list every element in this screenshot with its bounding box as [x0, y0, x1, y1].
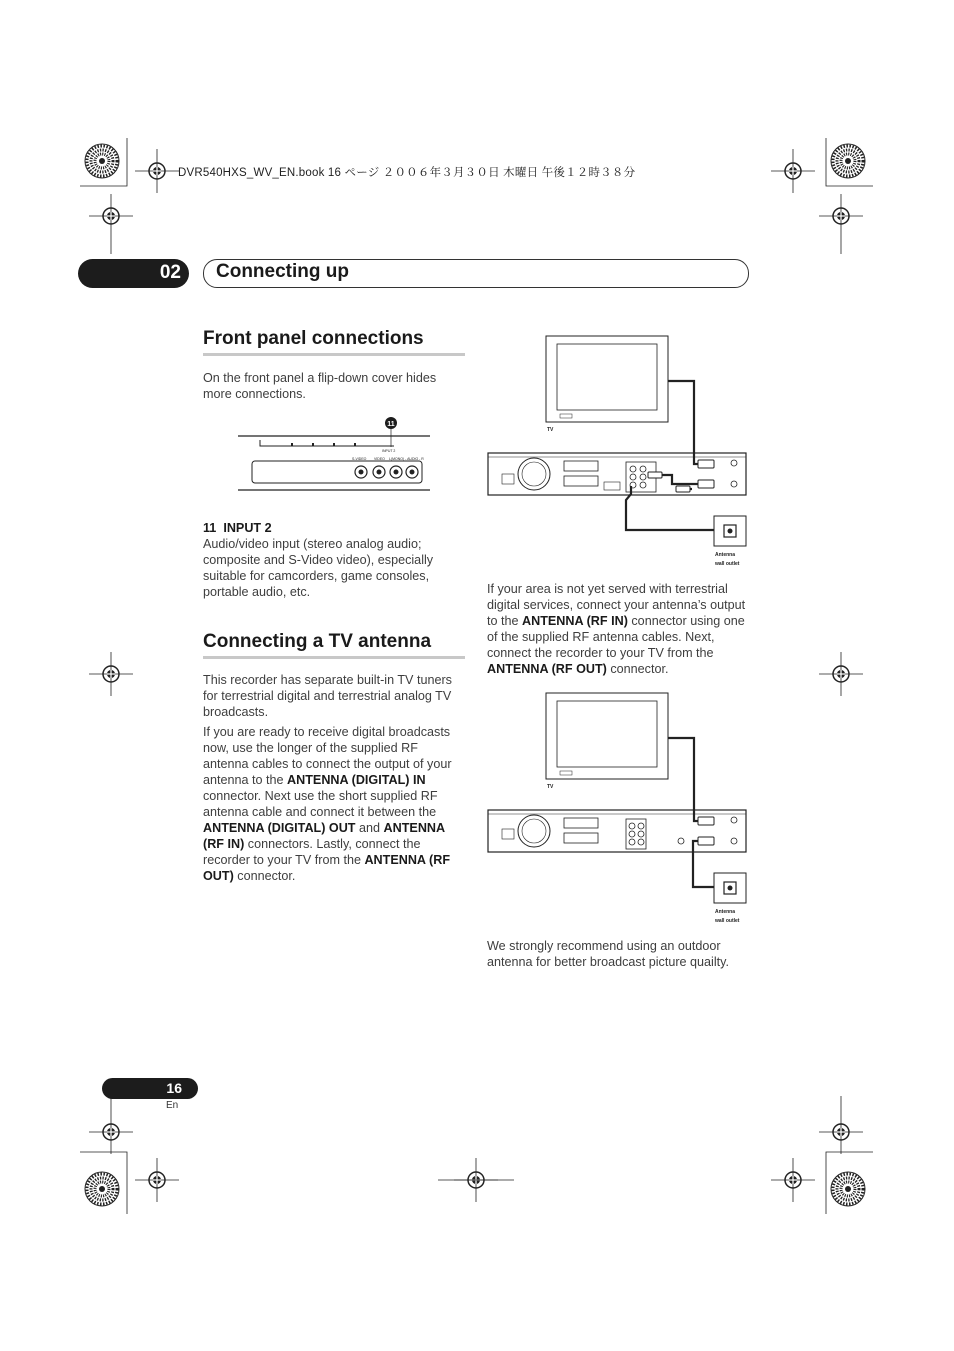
chapter-number: 02	[159, 262, 181, 283]
page-number: 16	[166, 1080, 182, 1096]
crosshair-mark-icon	[819, 1110, 863, 1154]
recommendation-body	[487, 938, 751, 974]
section-title-front-panel: Front panel connections	[203, 328, 424, 349]
section-rule	[203, 656, 465, 659]
front-panel-intro	[203, 370, 465, 406]
starburst-mark-icon	[85, 1172, 119, 1206]
starburst-mark-icon	[831, 144, 865, 178]
outlet-label: Antenna	[715, 909, 735, 915]
crosshair-mark-icon	[135, 149, 179, 193]
item-title: INPUT 2	[223, 521, 272, 535]
front-panel-intro-text: On the front panel a flip-down cover hides more connections.	[203, 371, 437, 401]
chapter-title-bar	[203, 259, 749, 288]
outlet-label: wall outlet	[715, 918, 740, 924]
outlet-label: wall outlet	[715, 561, 740, 567]
starburst-mark-icon	[831, 1172, 865, 1206]
page-number-badge	[102, 1078, 198, 1099]
front-panel-item	[203, 520, 465, 604]
section-rule	[203, 353, 465, 356]
antenna-body	[203, 672, 465, 888]
callout-number: 11	[387, 421, 395, 428]
antenna-diagram-analog	[486, 691, 750, 927]
crosshair-mark-icon	[819, 652, 863, 696]
input-label: INPUT 2	[382, 449, 396, 453]
recommendation-paragraph: We strongly recommend using an outdoor antenna for better broadcast picture quailty.	[487, 939, 729, 969]
crosshair-mark-icon	[771, 149, 815, 193]
item-number: 11	[203, 521, 217, 535]
chapter-number-badge	[78, 259, 189, 288]
audio-label: L(MONO) - AUDIO - R	[389, 457, 424, 461]
antenna-paragraph-2: If you are ready to receive digital broadcasts now, use the longer of the supplied RF antenna cables to connect the output of your antenna to the ANTENNA (DIGITAL) IN connector. Next use the short supplied RF antenna cable and connect it between the ANTENNA (DIGITAL) OUT and ANTENNA (RF IN) connectors. Lastly, connect the recorder to your TV from the ANTENNA (RF OUT) connector.	[203, 725, 452, 883]
page-language: En	[166, 1100, 179, 1111]
right-column-body	[487, 581, 749, 681]
crosshair-mark-icon	[89, 652, 133, 696]
tv-label: TV	[547, 784, 554, 790]
svideo-label: S-VIDEO	[352, 457, 367, 461]
crosshair-mark-icon	[135, 1158, 179, 1202]
item-description: Audio/video input (stereo analog audio; composite and S-Video video), especially suitable for camcorders, game consoles, portable audio, etc.	[203, 537, 434, 599]
outlet-label: Antenna	[715, 552, 735, 558]
chapter-title: Connecting up	[216, 261, 349, 282]
rf-paragraph: If your area is not yet served with terrestrial digital services, connect your antenna’s output to the ANTENNA (RF IN) connector using one of the supplied RF antenna cables. Next, connect the recorder to your TV from the ANTENNA (RF OUT) connector.	[487, 582, 746, 676]
tv-label: TV	[547, 427, 554, 433]
print-header: DVR540HXS_WV_EN.book 16 ページ ２００６年３月３０日 木曜日 午後１２時３８分	[178, 167, 636, 179]
crosshair-mark-icon	[89, 1110, 133, 1154]
crosshair-mark-icon	[819, 194, 863, 238]
front-panel-diagram	[236, 414, 432, 500]
antenna-diagram-digital	[486, 334, 750, 570]
item-heading	[203, 520, 465, 536]
section-title-antenna: Connecting a TV antenna	[203, 631, 432, 652]
starburst-mark-icon	[85, 144, 119, 178]
video-label: VIDEO	[374, 457, 385, 461]
antenna-paragraph-1: This recorder has separate built-in TV tuners for terrestrial digital and terrestrial analog TV broadcasts.	[203, 673, 452, 719]
crosshair-mark-icon	[89, 194, 133, 238]
crosshair-mark-icon	[771, 1158, 815, 1202]
